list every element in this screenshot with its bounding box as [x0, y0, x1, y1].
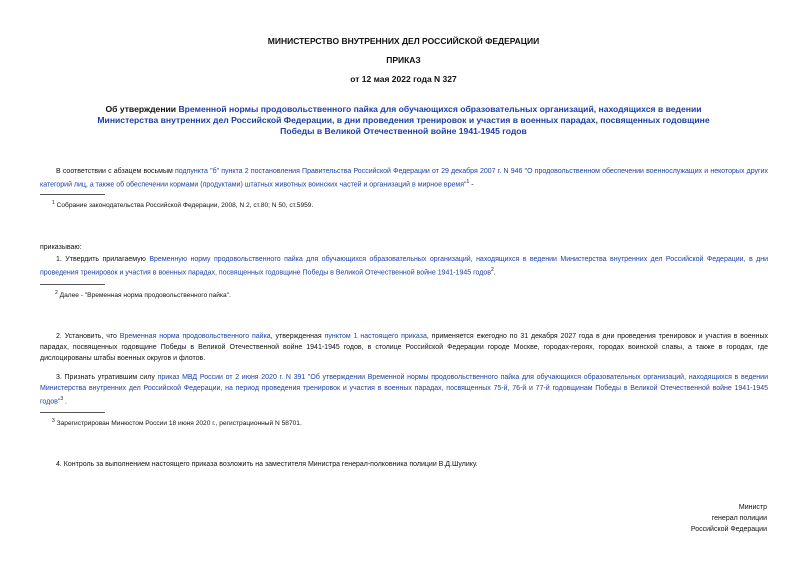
item-3-link[interactable]: приказ МВД России от 2 июня 2020 г. N 391 "Об утверждении Временной нормы продовольственного пайка для обучающихся образовательных организаций, находящихся в ведении Министерства внутренних дел Российской Федерации, на период проведения тренировок и участия в военных парадах, посвященных 75-й, 76-й и 77-й годовщинам Победы в Великой Отечественной войне 1941-1945 годов" — [40, 374, 768, 406]
footnote-divider-3 — [40, 412, 105, 413]
footnote-1 — [52, 198, 313, 211]
item-3-paragraph — [40, 372, 768, 407]
document-type: ПРИКАЗ — [386, 55, 421, 65]
preamble-paragraph — [40, 166, 768, 190]
item-1-suffix: . — [493, 269, 496, 277]
footnote-1-marker: 1 — [52, 200, 55, 206]
signature-rank: генерал полиции — [711, 515, 767, 522]
preamble-link[interactable]: подпункта "б" пункта 2 постановления Правительства Российской Федерации от 29 декабря 2007 г. N 946 "О продовольственном обеспечении военнослужащих и некоторых других категорий лиц, а также об обеспечении кормами (продуктами) штатных животных воинских частей и организаций в мирное время" — [40, 168, 768, 189]
footnote-3-marker: 3 — [52, 418, 55, 424]
item-2-prefix: 2. Установить, что — [56, 333, 120, 340]
footnote-marker-3[interactable]: 3 — [60, 396, 64, 402]
title-prefix: Об утверждении — [105, 104, 179, 114]
item-2-link-1[interactable]: Временная норма продовольственного пайка — [119, 333, 271, 340]
ministry-name: МИНИСТЕРСТВО ВНУТРЕННИХ ДЕЛ РОССИЙСКОЙ ФЕДЕРАЦИИ — [267, 36, 540, 46]
item-3-prefix: 3. Признать утратившим силу — [56, 374, 158, 381]
item-1-prefix: 1. Утвердить прилагаемую — [56, 256, 150, 263]
item-4-paragraph: 4. Контроль за выполнением настоящего приказа возложить на заместителя Министра генерал-полковника полиции В.Д.Шулику. — [56, 461, 478, 468]
footnote-2-marker: 2 — [55, 290, 58, 296]
item-3-suffix: . — [63, 398, 67, 406]
preamble-prefix: В соответствии с абзацем восьмым — [56, 168, 175, 175]
footnote-3 — [52, 416, 302, 429]
footnote-divider-2 — [40, 284, 105, 285]
item-2-middle: , утвержденная — [270, 333, 325, 340]
signature-country: Российской Федерации — [690, 526, 767, 533]
footnote-2 — [55, 288, 231, 301]
item-2-paragraph — [40, 331, 768, 364]
title-link[interactable]: Временной нормы продовольственного пайка для обучающихся образовательных организаций, находящихся в ведении Министерства внутренних дел Российской Федерации, в дни проведения тренировок и участия в военных парадах, посвященных годовщине Победы в Великой Отечественной войне 1941-1945 годов — [97, 104, 710, 136]
preamble-suffix: - — [469, 181, 474, 189]
signature-title: Министр — [738, 504, 767, 511]
footnote-2-text: Далее - "Временная норма продовольственного пайка". — [59, 292, 231, 300]
footnote-marker-1[interactable]: 1 — [466, 179, 470, 185]
item-2-link-2[interactable]: пунктом 1 настоящего приказа — [324, 333, 427, 340]
footnote-1-text: Собрание законодательства Российской Федерации, 2008, N 2, ст.80; N 50, ст.5959. — [56, 202, 314, 210]
document-date-number: от 12 мая 2022 года N 327 — [350, 74, 457, 84]
footnote-3-text: Зарегистрирован Минюстом России 18 июня 2020 г., регистрационный N 58701. — [56, 420, 302, 428]
order-word: приказываю: — [40, 244, 82, 251]
item-1-link[interactable]: Временную норму продовольственного пайка для обучающихся образовательных организаций, находящихся в ведении Министерства внутренних дел Российской Федерации, в дни проведения тренировок и участия в военных парадах, посвященных годовщине Победы в Великой Отечественной войне 1941-1945 годов — [40, 256, 768, 277]
item-1-paragraph — [40, 254, 768, 278]
footnote-divider-1 — [40, 194, 105, 195]
document-title — [90, 104, 717, 137]
item-2-suffix: , применяется ежегодно по 31 декабря 2027 года в дни проведения тренировок и участия в военных парадах, посвященных годовщине Победы в Великой Отечественной войне 1941-1945 годов, в столице Российской Федерации городе Москве, городах-героях, городах воинской славы, а также в городах, где дислоцированы штабы военных округов и флотов. — [40, 333, 769, 362]
footnote-marker-2[interactable]: 2 — [490, 267, 494, 273]
